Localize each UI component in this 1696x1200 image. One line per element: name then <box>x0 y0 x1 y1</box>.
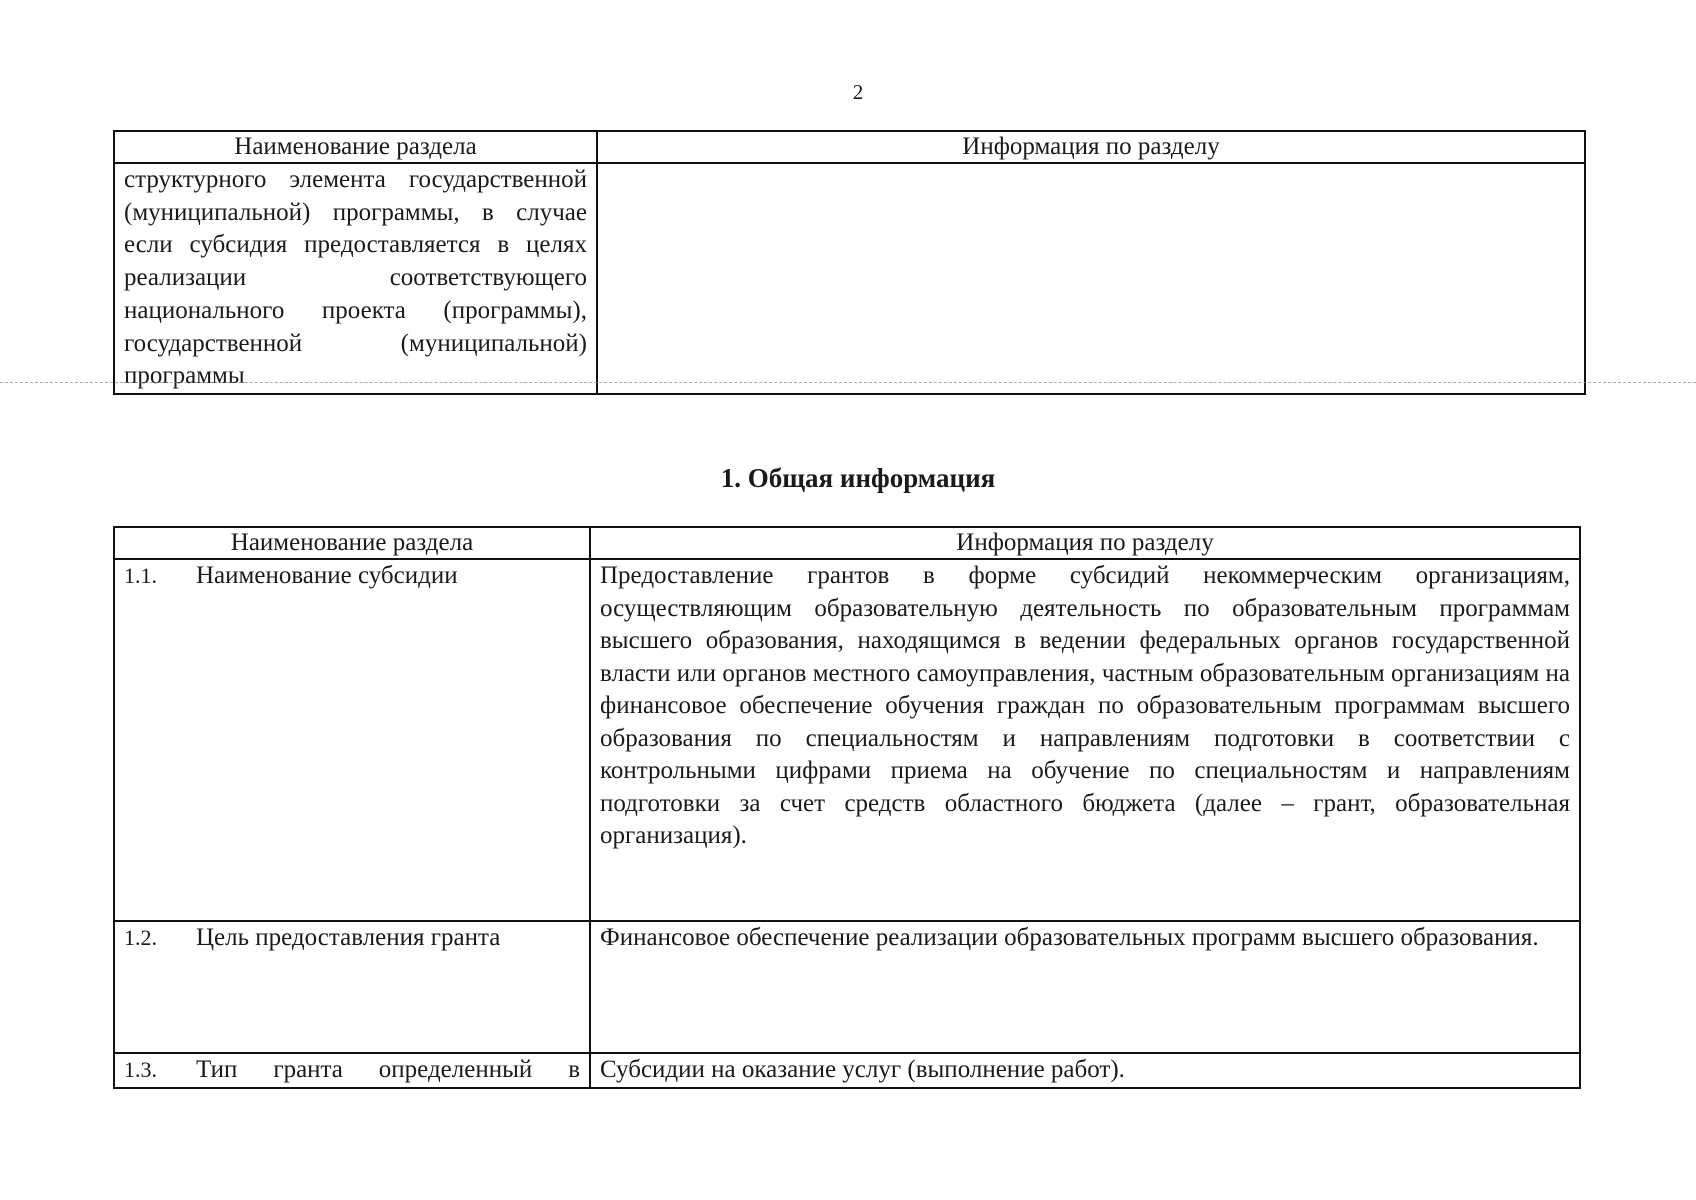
row-name: Цель предоставления гранта <box>196 924 501 951</box>
row-info-cell: Предоставление грантов в форме субсидий некоммерческим организациям, осуществляющим образовательную деятельность по образовательным программам высшего образования, находящимся в ведении федеральных органов государственной власти или органов местного самоуправления, частным образовательным организациям на финансовое обеспечение обучения граждан по образовательным программам высшего образования по специальностям и направлениям подготовки в соответствии с контрольными цифрами приема на обучение по специальностям и направлениям подготовки за счет средств областного бюджета (далее – грант, образовательная организация). <box>590 559 1580 921</box>
row-name-cell <box>114 559 590 921</box>
row-number: 1.1. <box>124 563 157 588</box>
row-number: 1.2. <box>124 925 157 950</box>
header-section-name: Наименование раздела <box>114 131 597 163</box>
row-name-cell <box>114 1053 590 1088</box>
row-number: 1.3. <box>124 1057 157 1082</box>
row-name: Тип гранта определенный в <box>196 1056 580 1083</box>
table-header-row <box>114 527 1580 559</box>
row-name: Наименование субсидии <box>196 562 458 589</box>
table-row <box>114 921 1580 1053</box>
section-name-cell: структурного элемента государственной (муниципальной) программы, в случае если субсидия предоставляется в целях реализации соответствующего национального проекта (программы), государственной (муниципальной) программы <box>114 163 597 394</box>
scan-artifact-line <box>0 382 1696 383</box>
header-section-info: Информация по разделу <box>590 527 1580 559</box>
section-title: 1. Общая информация <box>720 463 996 493</box>
row-name-wrapper <box>124 1054 580 1087</box>
row-info-cell: Финансовое обеспечение реализации образовательных программ высшего образования. <box>590 921 1580 1053</box>
section-name-table-continued <box>113 130 1586 395</box>
page-number: 2 <box>852 80 864 104</box>
general-info-table <box>113 526 1581 1089</box>
row-name-cell <box>114 921 590 1053</box>
header-section-info: Информация по разделу <box>597 131 1585 163</box>
header-section-name: Наименование раздела <box>114 527 590 559</box>
table-row <box>114 163 1585 394</box>
table-row <box>114 559 1580 921</box>
section-info-cell <box>597 163 1585 394</box>
table-header-row <box>114 131 1585 163</box>
table-row <box>114 1053 1580 1088</box>
row-info-cell: Субсидии на оказание услуг (выполнение работ). <box>590 1053 1580 1088</box>
